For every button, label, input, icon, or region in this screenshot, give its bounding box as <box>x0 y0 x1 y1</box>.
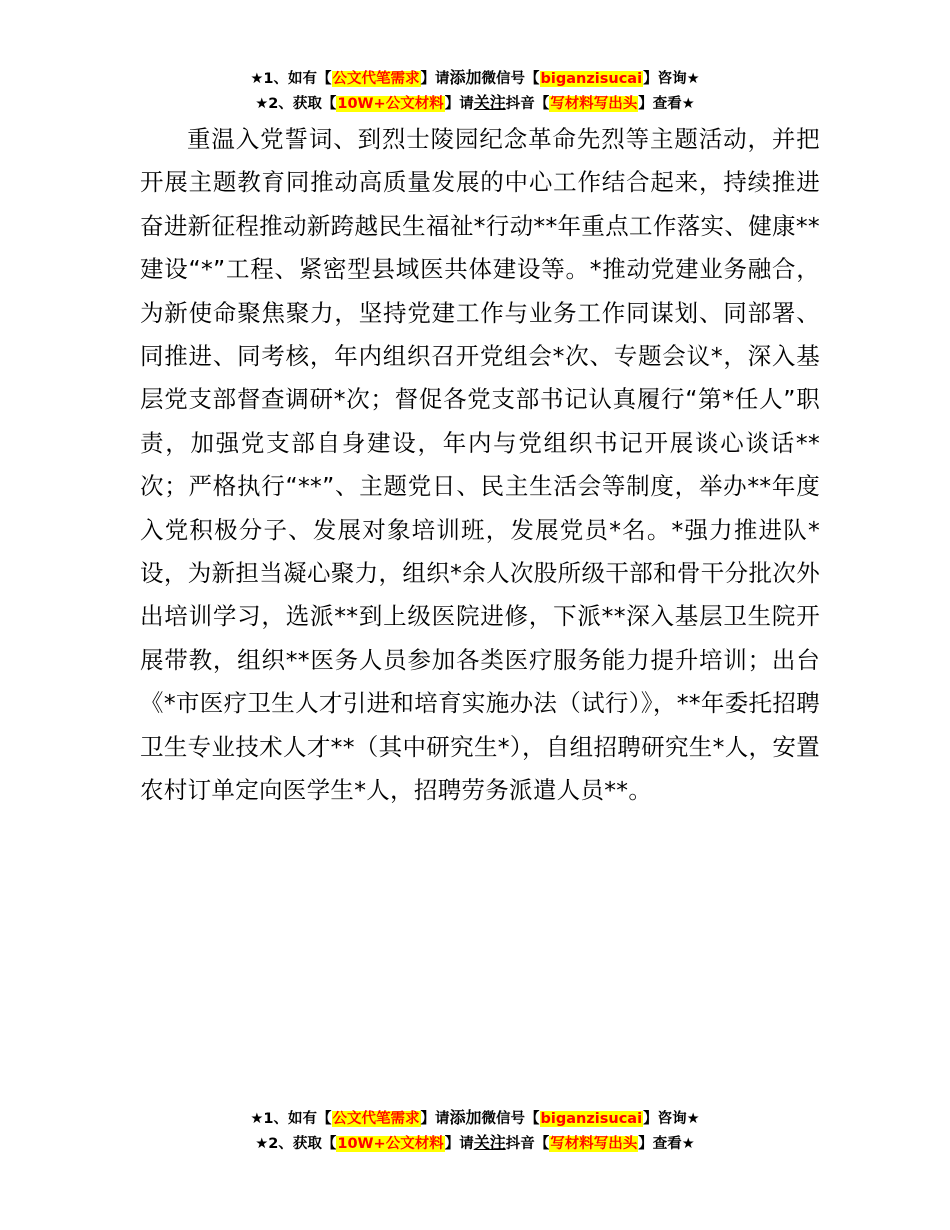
footer-line-2-emphasis: 关注 <box>473 1133 506 1152</box>
header-line-1-text: 】请 <box>420 71 450 87</box>
footer-line-1-text: 】请 <box>420 1111 450 1127</box>
header-banner <box>0 66 950 116</box>
footer-douyin-account-highlight: 写材料写出头 <box>550 1136 638 1152</box>
wechat-id-highlight: biganzisucai <box>540 71 643 87</box>
footer-line-2 <box>0 1131 950 1156</box>
footer-line-1-text-2: 微信号【 <box>481 1111 540 1127</box>
header-line-2-prefix: ★2、获取【 <box>255 96 337 112</box>
header-line-1-emphasis: 添加 <box>449 68 482 87</box>
footer-line-2-suffix: 】查看★ <box>638 1136 695 1152</box>
footer-wechat-id-highlight: biganzisucai <box>540 1111 643 1127</box>
header-line-1 <box>0 66 950 91</box>
footer-line-1-suffix: 】咨询★ <box>643 1111 700 1127</box>
douyin-account-highlight: 写材料写出头 <box>550 96 638 112</box>
footer-line-1-emphasis: 添加 <box>449 1108 482 1127</box>
footer-line-1-prefix: ★1、如有【 <box>250 1111 332 1127</box>
header-line-2-emphasis: 关注 <box>473 93 506 112</box>
header-line-2 <box>0 91 950 116</box>
footer-line-2-text-2: 抖音【 <box>505 1136 550 1152</box>
header-line-1-suffix: 】咨询★ <box>643 71 700 87</box>
materials-highlight: 10W+公文材料 <box>337 96 444 112</box>
header-line-2-suffix: 】查看★ <box>638 96 695 112</box>
footer-banner <box>0 1106 950 1156</box>
footer-line-2-text: 】请 <box>444 1136 474 1152</box>
header-line-1-prefix: ★1、如有【 <box>250 71 332 87</box>
footer-materials-highlight: 10W+公文材料 <box>337 1136 444 1152</box>
footer-ghostwriting-highlight: 公文代笔需求 <box>332 1111 420 1127</box>
ghostwriting-highlight: 公文代笔需求 <box>332 71 420 87</box>
body-paragraph: 重温入党誓词、到烈士陵园纪念革命先烈等主题活动，并把开展主题教育同推动高质量发展的中心工作结合起来，持续推进奋进新征程推动新跨越民生福祉*行动**年重点工作落实、健康**建设“*”工程、紧密型县域医共体建设等。*推动党建业务融合，为新使命聚焦聚力，坚持党建工作与业务工作同谋划、同部署、同推进、同考核，年内组织召开党组会*次、专题会议*，深入基层党支部督查调研*次；督促各党支部书记认真履行“第*任人”职责，加强党支部自身建设，年内与党组织书记开展谈心谈话**次；严格执行“**”、主题党日、民主生活会等制度，举办**年度入党积极分子、发展对象培训班，发展党员*名。*强力推进队*设，为新担当凝心聚力，组织*余人次股所级干部和骨干分批次外出培训学习，选派**到上级医院进修，下派**深入基层卫生院开展带教，组织**医务人员参加各类医疗服务能力提升培训；出台《*市医疗卫生人才引进和培育实施办法（试行）》，**年委托招聘卫生专业技术人才**（其中研究生*），自组招聘研究生*人，安置农村订单定向医学生*人，招聘劳务派遣人员**。 <box>140 125 820 805</box>
header-line-2-text-2: 抖音【 <box>505 96 550 112</box>
header-line-2-text: 】请 <box>444 96 474 112</box>
footer-line-2-prefix: ★2、获取【 <box>255 1136 337 1152</box>
header-line-1-text-2: 微信号【 <box>481 71 540 87</box>
footer-line-1 <box>0 1106 950 1131</box>
